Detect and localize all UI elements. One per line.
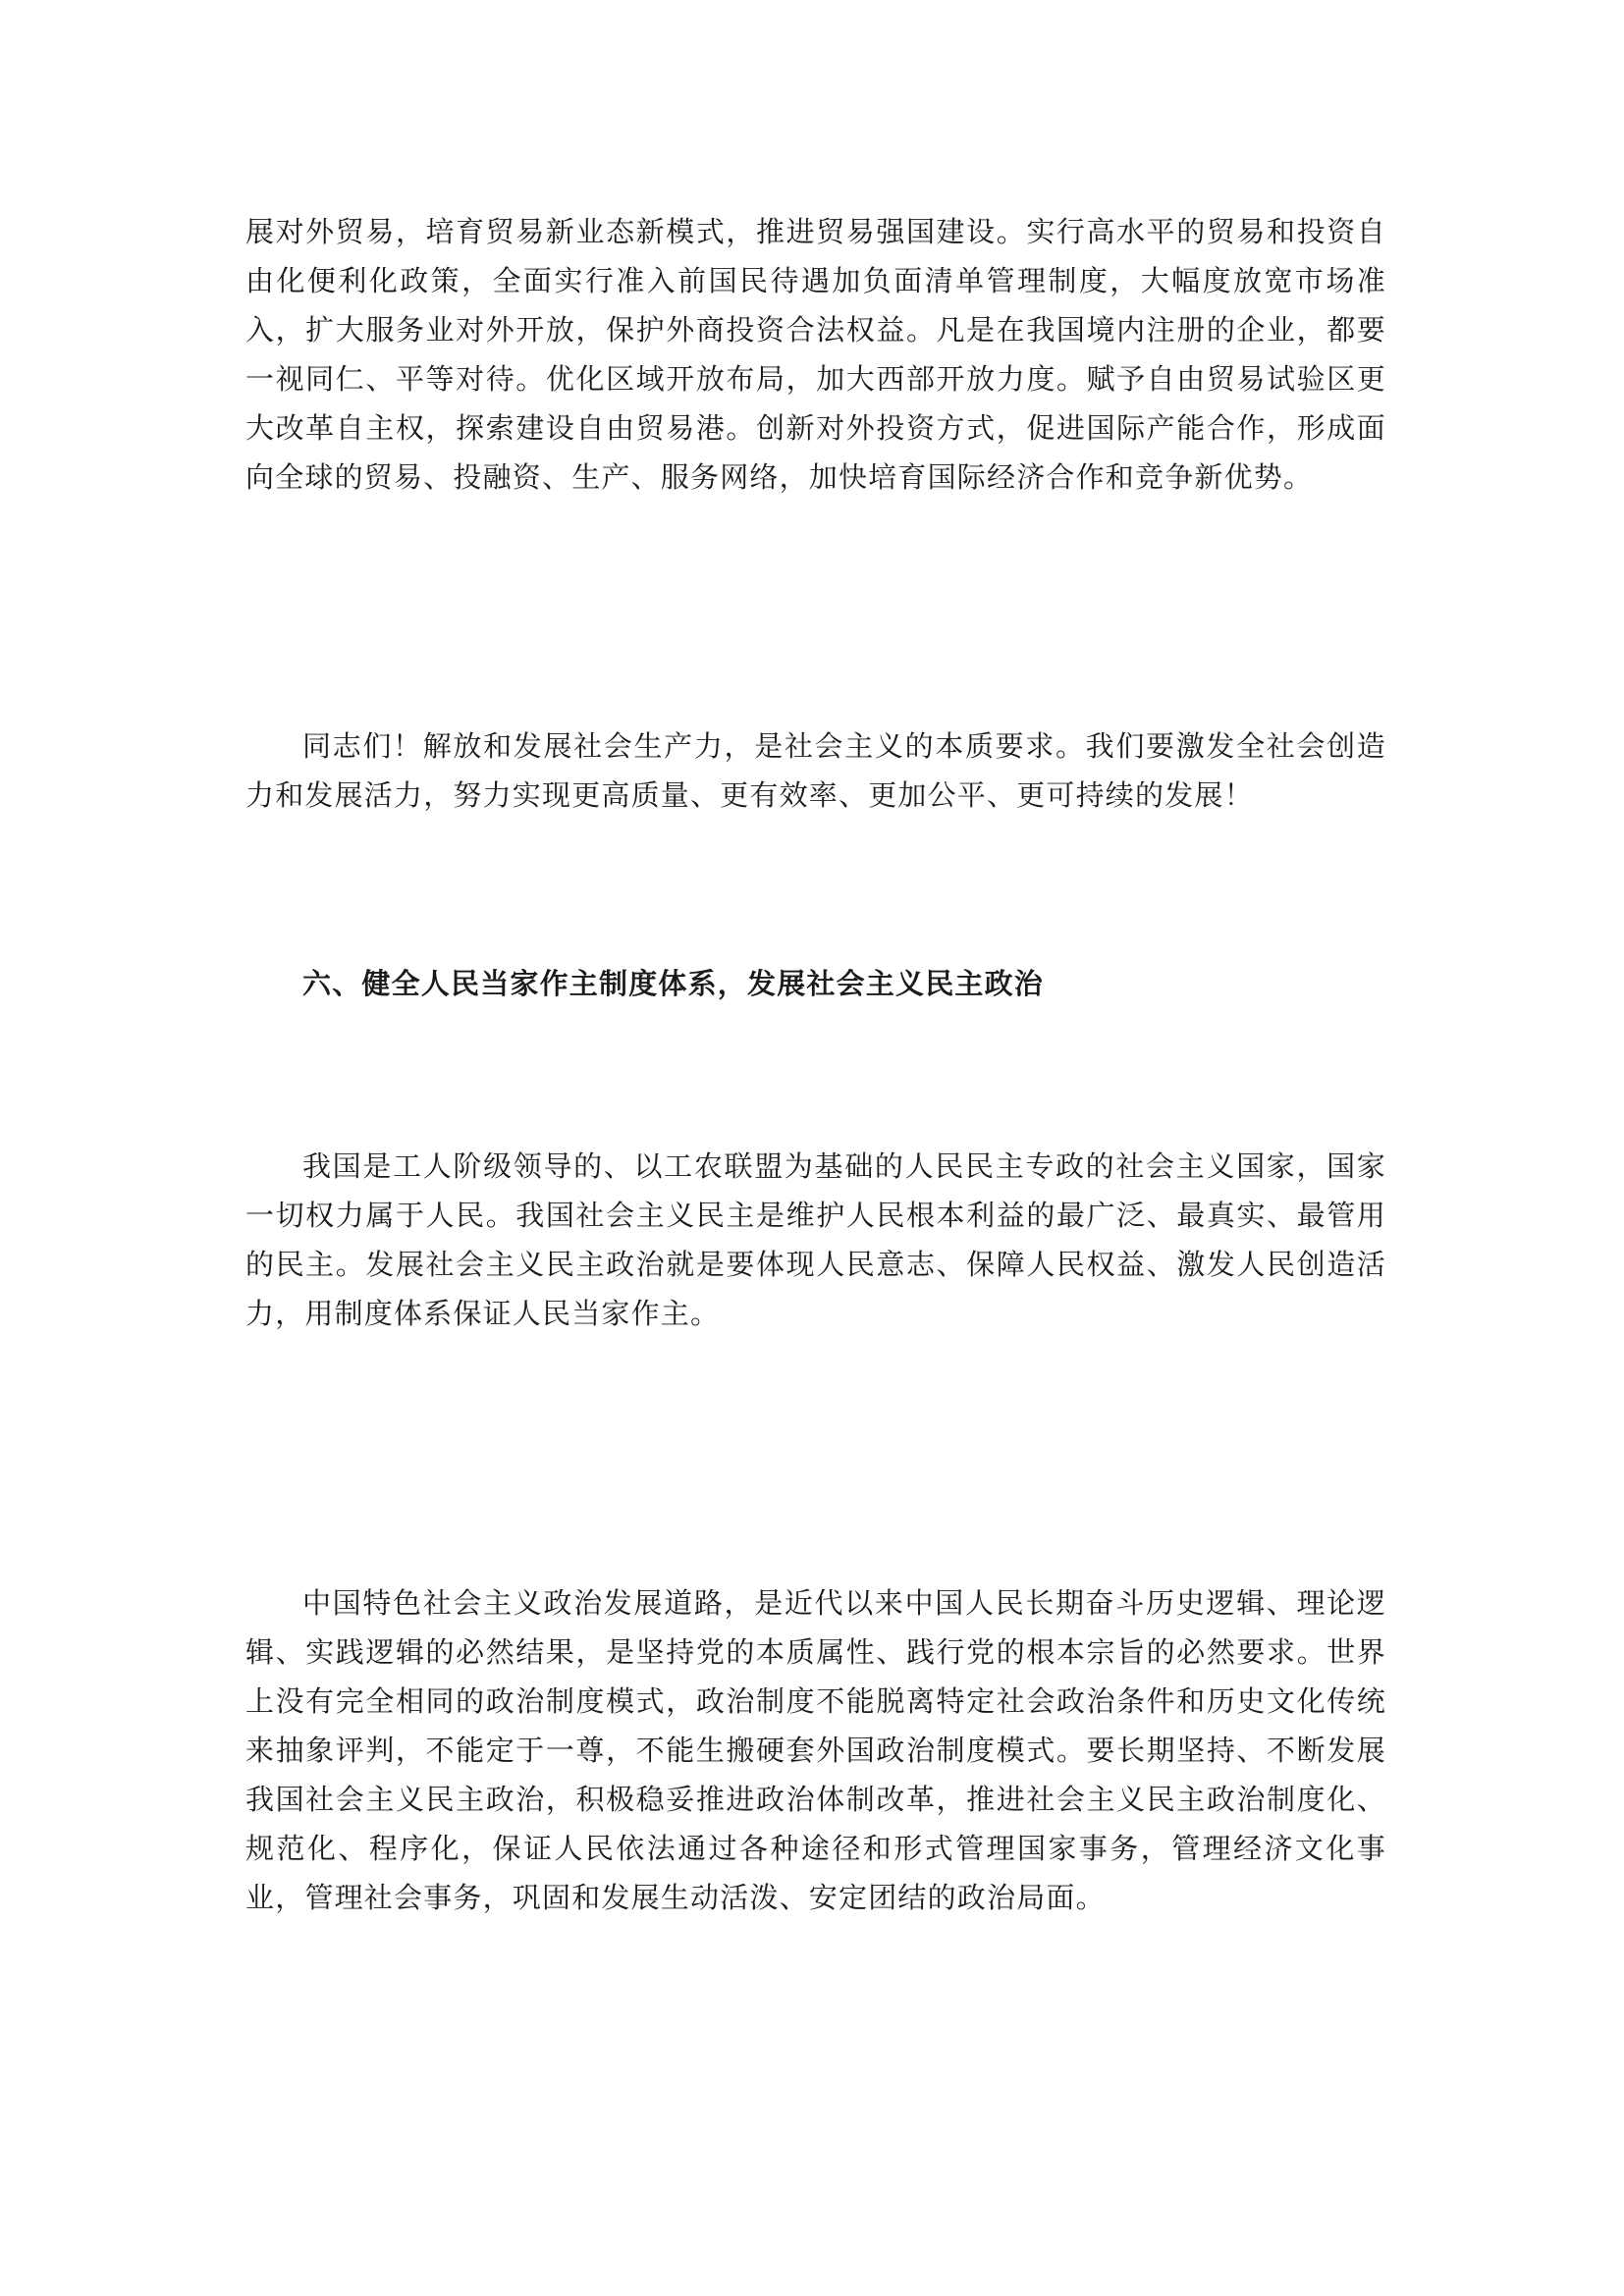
paragraph-foreign-trade: 展对外贸易，培育贸易新业态新模式，推进贸易强国建设。实行高水平的贸易和投资自由化便利化政策，全面实行准入前国民待遇加负面清单管理制度，大幅度放宽市场准入，扩大服务业对外开放，保护外商投资合法权益。凡是在我国境内注册的企业，都要一视同仁、平等对待。优化区域开放布局，加大西部开放力度。赋予自由贸易试验区更大改革自主权，探索建设自由贸易港。创新对外投资方式，促进国际产能合作，形成面向全球的贸易、投融资、生产、服务网络，加快培育国际经济合作和竞争新优势。: [245, 215, 1386, 494]
paragraph-people-democracy: 我国是工人阶级领导的、以工农联盟为基础的人民民主专政的社会主义国家，国家一切权力属于人民。我国社会主义民主是维护人民根本利益的最广泛、最真实、最管用的民主。发展社会主义民主政治就是要体现人民意志、保障人民权益、激发人民创造活力，用制度体系保证人民当家作主。: [245, 1149, 1386, 1330]
paragraph-comrades: 同志们！解放和发展社会生产力，是社会主义的本质要求。我们要激发全社会创造力和发展活力，努力实现更高质量、更有效率、更加公平、更可持续的发展！: [245, 729, 1386, 812]
paragraph-political-path: 中国特色社会主义政治发展道路，是近代以来中国人民长期奋斗历史逻辑、理论逻辑、实践逻辑的必然结果，是坚持党的本质属性、践行党的根本宗旨的必然要求。世界上没有完全相同的政治制度模式，政治制度不能脱离特定社会政治条件和历史文化传统来抽象评判，不能定于一尊，不能生搬硬套外国政治制度模式。要长期坚持、不断发展我国社会主义民主政治，积极稳妥推进政治体制改革，推进社会主义民主政治制度化、规范化、程序化，保证人民依法通过各种途径和形式管理国家事务，管理经济文化事业，管理社会事务，巩固和发展生动活泼、安定团结的政治局面。: [245, 1586, 1386, 1914]
section-heading: 六、健全人民当家作主制度体系，发展社会主义民主政治: [302, 967, 1045, 1000]
